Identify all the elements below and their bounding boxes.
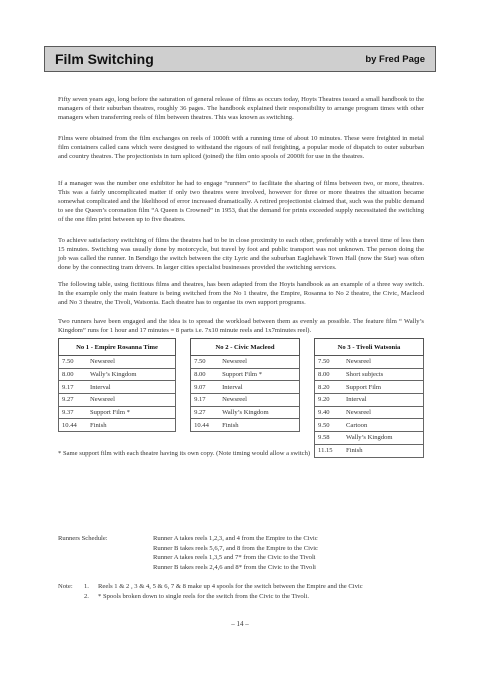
paragraph-film-reels: Films were obtained from the film exchanges on reels of 1000ft with a running time of about 10 minutes. These were freighted in metal film containers called cans which were designed to withstand the rigours of rail freighting, a popular mode of dispatch to outer suburban and country theatres. The projectionists in turn spliced (joined) the film onto spools of 2000ft for use in the theatres. [58,135,424,161]
table-cell-time: 7.50 [191,356,220,369]
table-cell-time: 9.17 [191,394,220,407]
table-cell-time: 9.58 [315,432,344,445]
table-cell-program: Newsreel [219,394,299,407]
table-cell-time [59,432,88,445]
table-cell-time: 8.00 [191,368,220,381]
table-row [59,406,424,419]
table-row [59,381,424,394]
table-cell-time: 9.50 [315,419,344,432]
note-number: 2. [84,592,89,600]
table-cell-time [191,432,220,445]
paragraph-table-intro: The following table, using fictitious films and theatres, has been adapted from the Hoyts handbook as an example of a three way switch. In the example only the main feature is being switched from the No 1 theatre, the Empire, Rosanna to No 2 theatre, the Civic, Macleod and No 3 theatre, the Tivoli, Watsonia. Each theatre has to organise its own support programs. [58,281,424,307]
table-cell-time: 9.27 [191,406,220,419]
table-cell-program: Newsreel [87,356,176,369]
table-row [59,368,424,381]
table-cell-time: 10.44 [191,419,220,432]
paragraph-intro: Fifty seven years ago, long before the saturation of general release of films as occurs today, Hoyts Theatres issued a small handbook to the managers of their suburban theatres, roughly 36 pages. The handbook explained their responsibility to arrange program times with other managers when transferring reels of film between theatres. This was known as switching. [58,96,424,122]
table-cell-program: Interval [87,381,176,394]
runner-line: Runner B takes reels 5,6,7, and 8 from the Empire to the Civic [153,544,318,552]
article-title: Film Switching [55,51,154,67]
table-cell-time: 7.50 [59,356,88,369]
article-author: by Fred Page [365,53,425,65]
page-number: – 14 – [231,620,249,628]
table-cell-program: Newsreel [219,356,299,369]
table-row [59,432,424,445]
table-cell-program: Wally’s Kingdom [87,368,176,381]
table-cell-time: 9.07 [191,381,220,394]
table-cell-program: Wally’s Kingdom [219,406,299,419]
table-cell-time: 11.15 [315,444,344,457]
table-body [59,356,424,458]
note-text: * Spools broken down to single reels for the switch from the Civic to the Tivoli. [98,592,309,600]
table-row [59,419,424,432]
table-cell-program: Finish [87,419,176,432]
table-cell-time: 9.37 [59,406,88,419]
runners-schedule-label: Runners Schedule: [58,535,108,542]
table-cell-program: Newsreel [343,406,423,419]
table-cell-program: Support Film * [219,368,299,381]
paragraph-runners-plan: Two runners have been engaged and the idea is to spread the workload between them as evenly as possible. The feature film “ Wally’s Kingdom” runs for 1 hour and 17 minutes = 8 parts i.e. 7x10 minute reels and 1x7minutes reel). [58,318,424,335]
runner-line: Runner A takes reels 1,2,3, and 4 from the Empire to the Civic [153,535,318,542]
runner-line: Runner A takes reels 1,3,5 and 7* from the Civic to the Tivoli [153,554,316,561]
column-header-empire: No 1 - Empire Rosanna Time [59,339,176,356]
table-header-row [59,339,424,356]
column-header-civic: No 2 - Civic Macleod [191,339,300,356]
table-row [59,394,424,407]
table-cell-time: 8.00 [59,368,88,381]
table-cell-program: Support Film [343,381,423,394]
table-row [59,356,424,369]
article-header [44,46,436,72]
table-cell-time: 9.40 [315,406,344,419]
paragraph-runners: If a manager was the number one exhibitor he had to engage “runners” to facilitate the sharing of films between two, or more, theatres. This was a fairly uncomplicated matter if only two theatres were involved, however for three or more theatres the situation became somewhat complicated and the likelihood of error increased dramatically. A retired projectionist claimed that, such was the public demand to see the Queen’s coronation film “A Queen is Crowned” in 1953, that the demand for prints exceeded supply necessitated the switching of the one film print between up to five theatres. [58,180,424,224]
table-cell-program: Interval [343,394,423,407]
table-cell-program: Newsreel [343,356,423,369]
table-cell-program: Interval [219,381,299,394]
table-cell-time: 9.27 [59,394,88,407]
table-footnote: * Same support film with each theatre having its own copy. (Note timing would allow a switch) [58,450,311,457]
table-cell-program: Finish [219,419,299,432]
paragraph-switching: To achieve satisfactory switching of films the theatres had to be in close proximity to each other, preferably with a travel time of less then 15 minutes. Switching was usually done by motorcycle, but travel by foot and public transport was not unknown. The person doing the job was called the runner. In Bendigo the switch between the city Lyric and the suburban Eaglehawk Town Hall (now the Star) was often done by the connecting tram drivers. In larger cities specialist businesses provided the switching services. [58,237,424,272]
column-header-tivoli: No 3 - Tivoli Watsonia [315,339,424,356]
table-cell-time: 9.17 [59,381,88,394]
table-cell-program: Finish [343,444,423,457]
table-cell-program [87,432,176,445]
table-cell-program: Support Film * [87,406,176,419]
table-cell-program: Cartoon [343,419,423,432]
note-text: Reels 1 & 2 , 3 & 4, 5 & 6, 7 & 8 make up 4 spools for the switch between the Empire and the Civic [98,583,363,590]
table-cell-time: 8.00 [315,368,344,381]
notes-label: Note: [58,583,73,590]
table-cell-time: 8.20 [315,381,344,394]
table-cell-time: 9.20 [315,394,344,407]
table-cell-program: Short subjects [343,368,423,381]
table-cell-program: Newsreel [87,394,176,407]
switch-schedule-table [58,338,424,458]
table-cell-time: 10.44 [59,419,88,432]
table-cell-program [219,432,299,445]
runner-line: Runner B takes reels 2,4,6 and 8* from the Civic to the Tivoli [153,563,316,571]
table-cell-program: Wally’s Kingdom [343,432,423,445]
note-number: 1. [84,583,89,590]
table-cell-time: 7.50 [315,356,344,369]
